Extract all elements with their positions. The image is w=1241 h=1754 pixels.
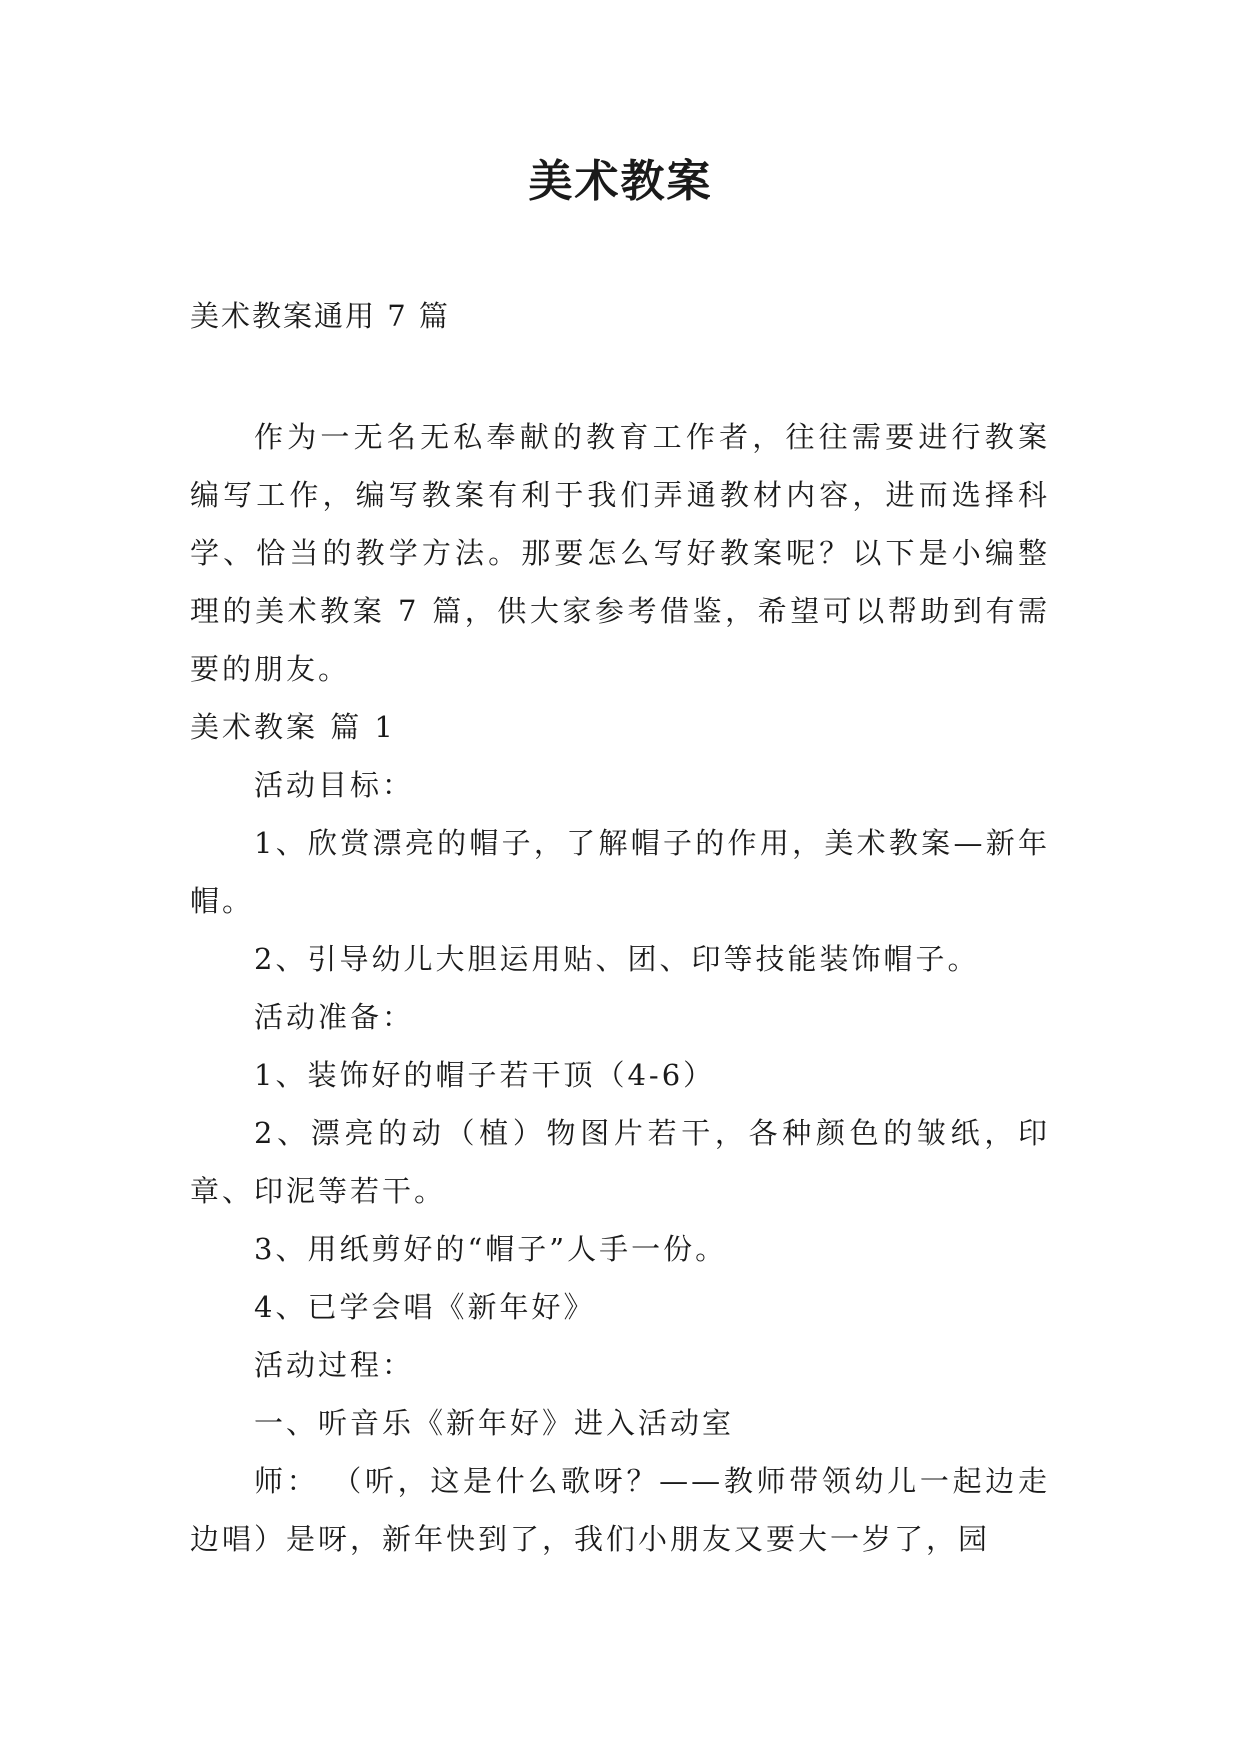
document-title: 美术教案 [528,156,713,207]
paragraph: 活动过程： [254,1348,415,1382]
paragraph: 2、引导幼儿大胆运用贴、团、印等技能装饰帽子。 [254,942,980,976]
section-heading: 美术教案 篇 1 [190,710,396,744]
paragraph-intro: 作为一无名无私奉献的教育工作者，往往需要进行教案编写工作，编写教案有利于我们弄通教材内容，进而选择科学、恰当的教学方法。那要怎么写好教案呢？以下是小编整理的美术教案 7 篇，供大家参考借鉴，希望可以帮助到有需要的朋友。 [190,420,1050,686]
paragraph: 1、装饰好的帽子若干顶（4-6） [254,1058,716,1092]
paragraph: 4、已学会唱《新年好》 [254,1290,596,1324]
paragraph: 2、漂亮的动（植）物图片若干，各种颜色的皱纸，印章、印泥等若干。 [190,1116,1050,1208]
paragraph: 活动准备： [254,1000,415,1034]
paragraph: 一、听音乐《新年好》进入活动室 [254,1406,735,1440]
document-body [190,408,1050,1568]
paragraph: 3、用纸剪好的“帽子”人手一份。 [254,1232,728,1266]
document-subtitle: 美术教案通用 7 篇 [190,299,450,333]
paragraph: 1、欣赏漂亮的帽子，了解帽子的作用，美术教案—新年帽。 [190,826,1050,918]
paragraph: 活动目标： [254,768,415,802]
paragraph: 师： （听，这是什么歌呀？——教师带领幼儿一起边走边唱）是呀，新年快到了，我们小朋友又要大一岁了，园 [190,1464,1050,1556]
